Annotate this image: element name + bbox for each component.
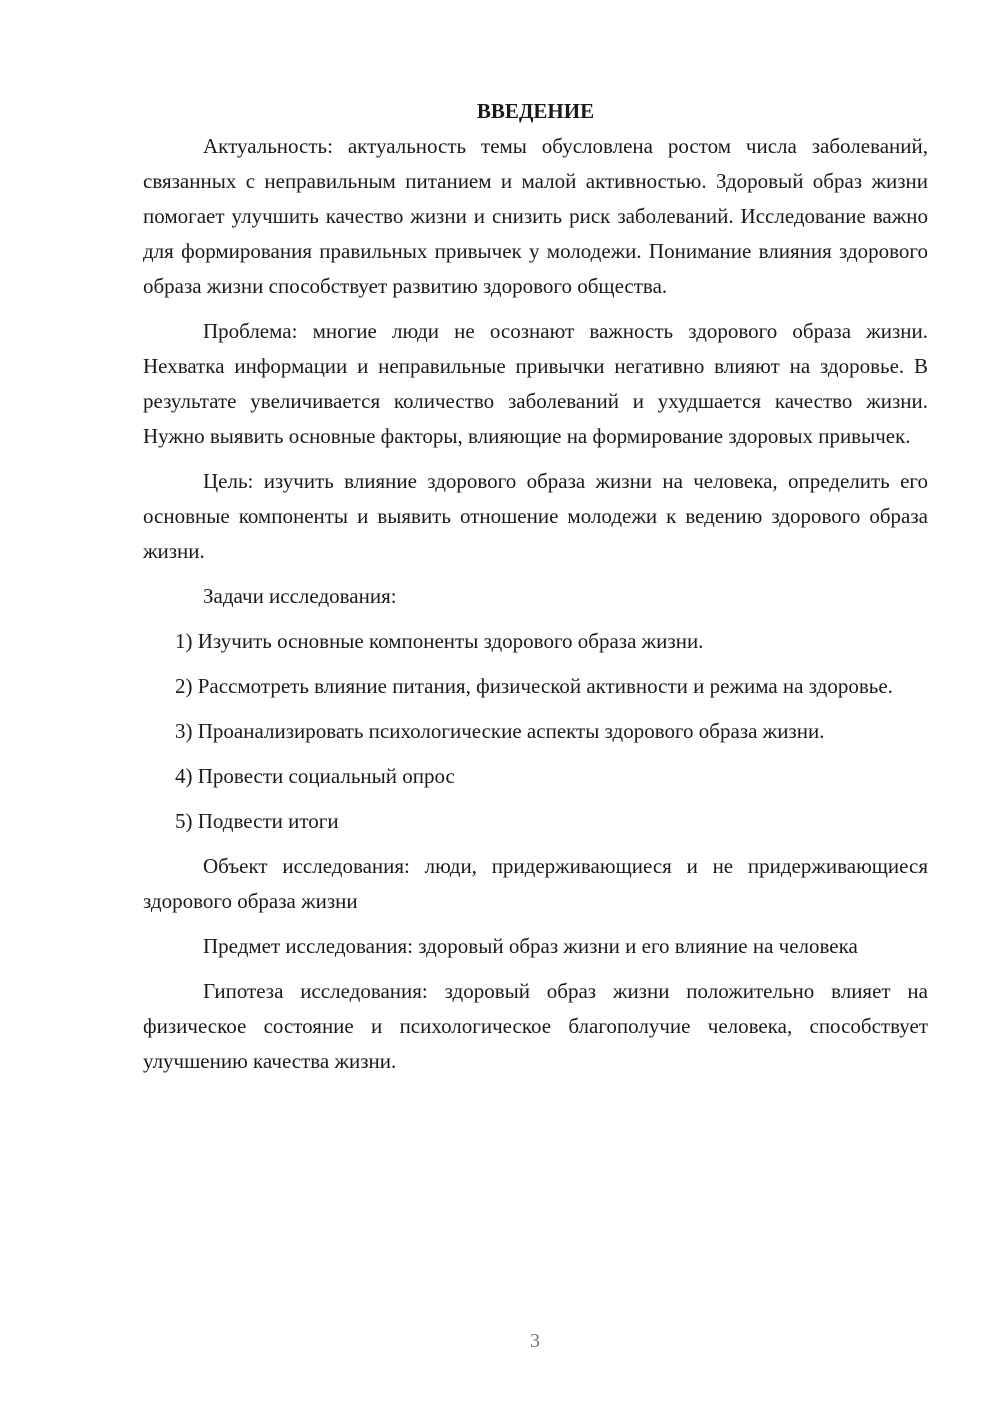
list-item-task-4: 4) Провести социальный опрос <box>175 764 455 788</box>
paragraph-goal: Цель: изучить влияние здорового образа жизни на человека, определить его основные компоненты и выявить отношение молодежи к ведению здорового образа жизни. <box>143 469 928 563</box>
paragraph-relevance: Актуальность: актуальность темы обусловлена ростом числа заболеваний, связанных с неправильным питанием и малой активностью. Здоровый образ жизни помогает улучшить качество жизни и снизить риск заболеваний. Исследование важно для формирования правильных привычек у молодежи. Понимание влияния здорового образа жизни способствует развитию здорового общества. <box>143 134 928 298</box>
list-item-task-3: 3) Проанализировать психологические аспекты здорового образа жизни. <box>175 719 825 743</box>
paragraph-subject: Предмет исследования: здоровый образ жизни и его влияние на человека <box>203 934 858 958</box>
document-page <box>143 94 928 1089</box>
list-item-task-5: 5) Подвести итоги <box>175 809 339 833</box>
paragraph-object: Объект исследования: люди, придерживающиеся и не придерживающиеся здорового образа жизни <box>143 854 928 913</box>
tasks-title: Задачи исследования: <box>203 584 397 608</box>
page-title: ВВЕДЕНИЕ <box>476 99 595 123</box>
paragraph-problem: Проблема: многие люди не осознают важность здорового образа жизни. Нехватка информации и неправильные привычки негативно влияют на здоровье. В результате увеличивается количество заболеваний и ухудшается качество жизни. Нужно выявить основные факторы, влияющие на формирование здоровых привычек. <box>143 319 928 448</box>
page-number: 3 <box>530 1330 540 1352</box>
paragraph-hypothesis: Гипотеза исследования: здоровый образ жизни положительно влияет на физическое состояние и психологическое благополучие человека, способствует улучшению качества жизни. <box>143 979 928 1073</box>
list-item-task-1: 1) Изучить основные компоненты здорового образа жизни. <box>175 629 704 653</box>
list-item-task-2: 2) Рассмотреть влияние питания, физической активности и режима на здоровье. <box>175 674 893 698</box>
